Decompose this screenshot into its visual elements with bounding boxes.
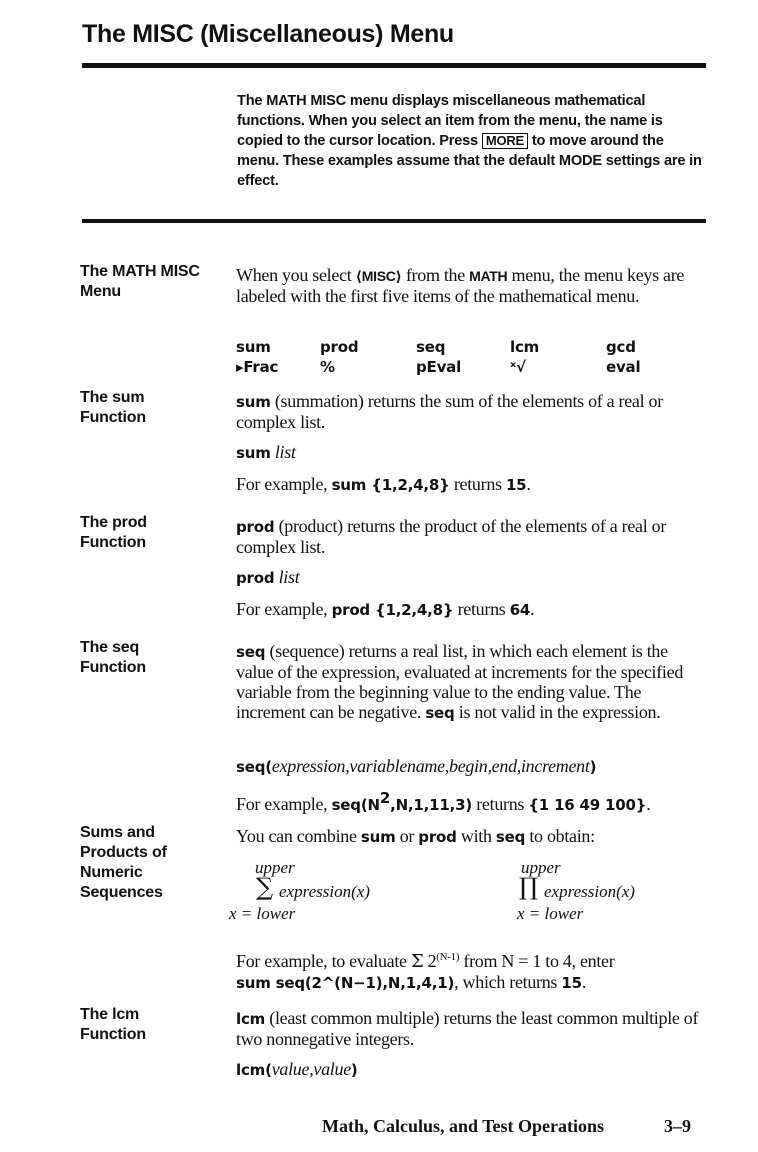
footer-title: Math, Calculus, and Test Operations [322, 1116, 605, 1136]
heading-sums-products: Sums and Products of Numeric Sequences [80, 824, 167, 901]
title-rule [82, 63, 706, 68]
intro-text-1: The MATH MISC menu displays miscellaneous mathematical functions. When you select an item from the menu, the name is copied to the cursor location. Press [237, 93, 663, 149]
lcm-description: lcm (least common multiple) returns the least common multiple of two nonnegative integers. [236, 1008, 699, 1049]
sigma-lower: x = lower [229, 904, 296, 923]
heading-lcm-function: The lcm Function [80, 1006, 146, 1043]
seq-example: For example, $seq(N^2,N,1,11,3)$ returns {1 16 49 100}. [236, 789, 651, 814]
more-key: MORE [482, 133, 528, 149]
intro-text-2: to move around the menu. These examples assume that the default MODE settings are in effect. [237, 133, 702, 189]
pi-upper: upper [521, 858, 561, 877]
intro-paragraph [237, 91, 707, 191]
menu-row-2 [236, 358, 706, 378]
menu-item-sum: sum [236, 338, 271, 356]
prod-description: prod (product) returns the product of the elements of a real or complex list. [236, 516, 667, 557]
menu-item-xroot: ˣ√ [510, 358, 526, 376]
section-rule [82, 219, 706, 223]
sigma-upper: upper [255, 858, 295, 877]
heading-math-misc-menu: The MATH MISC Menu [80, 263, 200, 300]
sigma-symbol: ∑ [256, 873, 274, 901]
menu-item-eval: eval [606, 358, 641, 376]
seq-description: seq (sequence) returns a real list, in which each element is the value of the expression, evaluated at increments for the specified variable from the beginning value to the ending value. The increment can be negative. seq is not valid in the expression. [236, 641, 684, 722]
sum-syntax: sum list [236, 442, 296, 462]
lcm-syntax: lcm(value,value) [236, 1059, 358, 1079]
sums-products-example: For example, to evaluate Σ $2^{(N-1)}$ from N = 1 to 4, enter sum seq(2^(N−1),N,1,4,1), which returns 15. [236, 951, 615, 992]
seq-syntax: seq(expression,variablename,begin,end,increment) [236, 756, 597, 776]
menu-row-1 [236, 338, 706, 358]
page-title: The MISC (Miscellaneous) Menu [82, 20, 454, 48]
prod-syntax: prod list [236, 567, 300, 587]
prod-example: For example, prod {1,2,4,8} returns 64. [236, 599, 535, 619]
pi-lower: x = lower [517, 904, 584, 923]
menu-item-prod: prod [320, 338, 359, 356]
page-number: 3–9 [664, 1116, 691, 1136]
math-misc-description: When you select ⟨MISC⟩ from the MATH menu, the menu keys are labeled with the first five items of the mathematical menu. [236, 265, 685, 306]
menu-item-frac: ▸Frac [236, 358, 279, 376]
heading-prod-function: The prod Function [80, 514, 147, 551]
sigma-expression: expression(x) [279, 882, 370, 901]
menu-item-gcd: gcd [606, 338, 636, 356]
menu-item-lcm: lcm [510, 338, 540, 356]
menu-item-percent: % [320, 358, 335, 376]
heading-seq-function: The seq Function [80, 639, 146, 676]
menu-item-peval: pEval [416, 358, 462, 376]
sum-description: sum (summation) returns the sum of the elements of a real or complex list. [236, 391, 663, 432]
sum-example: For example, sum {1,2,4,8} returns 15. [236, 474, 531, 494]
pi-expression: expression(x) [544, 882, 635, 901]
sums-products-description: You can combine sum or prod with seq to obtain: [236, 826, 595, 846]
heading-sum-function: The sum Function [80, 389, 146, 426]
menu-item-seq: seq [416, 338, 446, 356]
pi-symbol: ∏ [519, 873, 539, 901]
